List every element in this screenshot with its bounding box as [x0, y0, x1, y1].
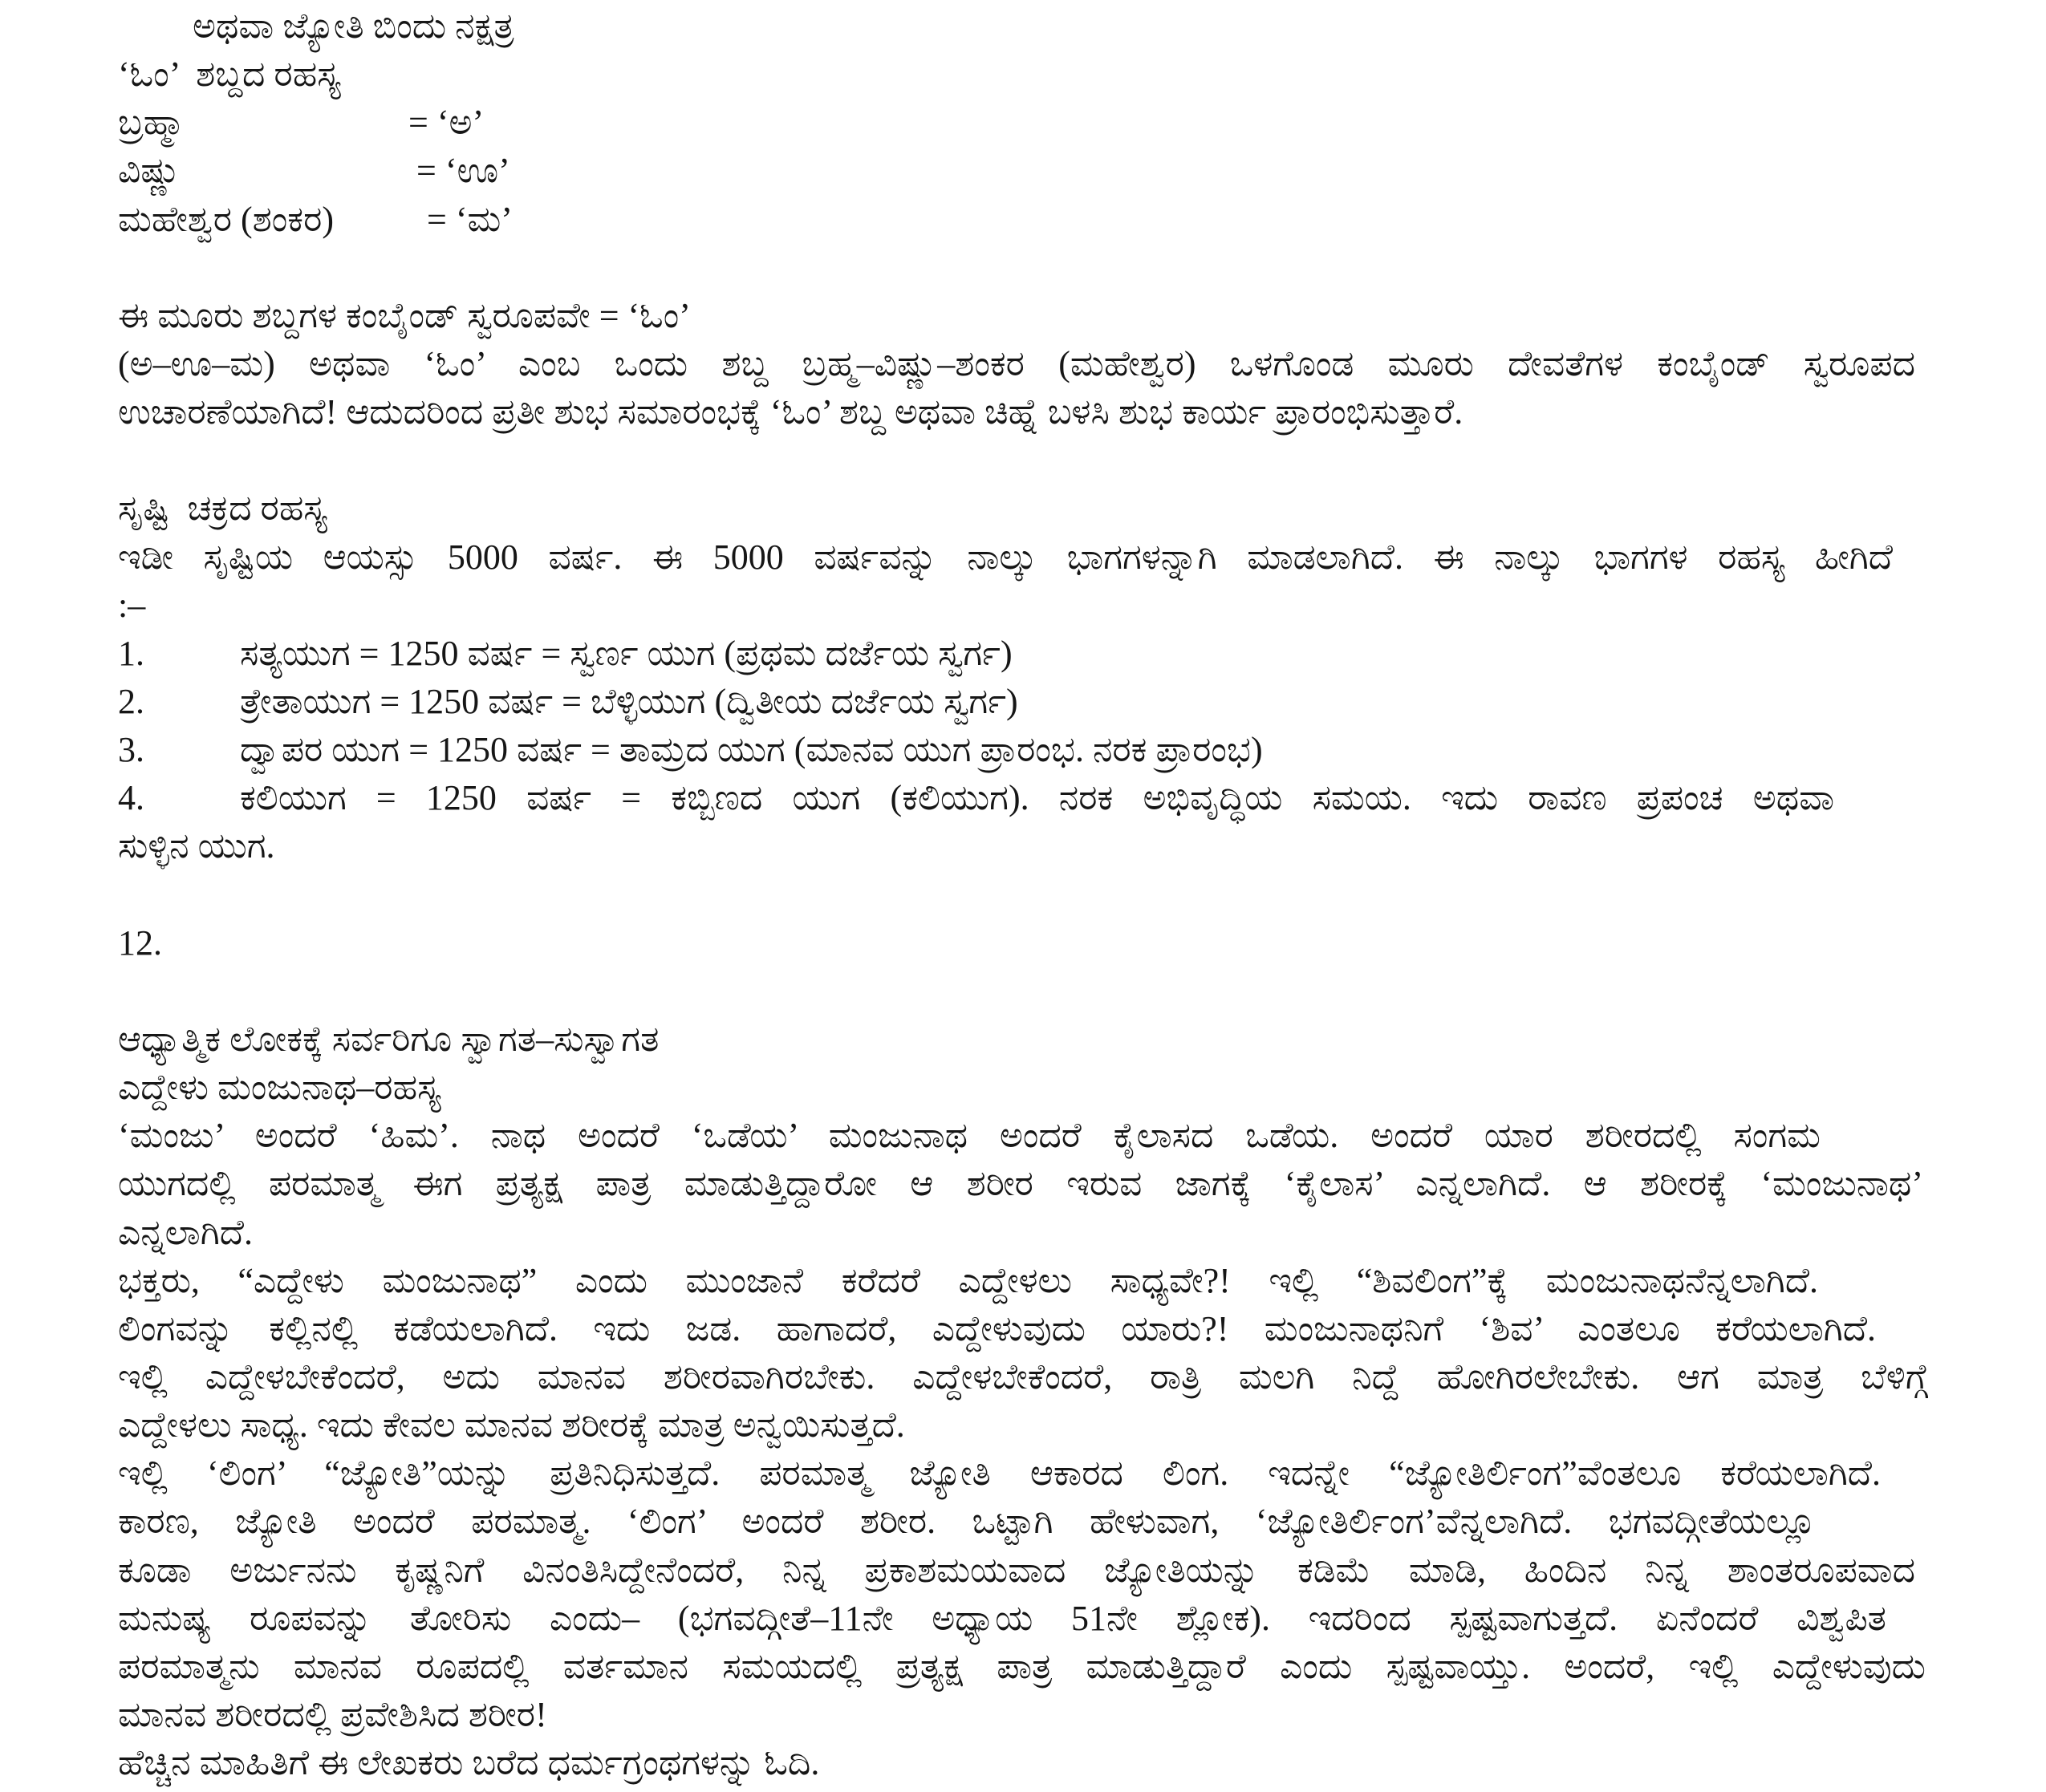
- equation-value: = ‘ಅ’: [408, 103, 485, 143]
- manjunatha-heading: ಎದ್ದೇಳು ಮಂಜುನಾಥ–ರಹಸ್ಯ: [118, 1068, 441, 1108]
- welcome-heading: ಆಧ್ಯಾತ್ಮಿಕ ಲೋಕಕ್ಕೆ ಸರ್ವರಿಗೂ ಸ್ವಾಗತ–ಸುಸ್ವಾಗತ: [118, 1019, 660, 1059]
- list-item: [118, 774, 1928, 822]
- paragraph-line: ಮಾನವ ಶರೀರದಲ್ಲಿ ಪ್ರವೇಶಿಸಿದ ಶರೀರ!: [118, 1694, 547, 1734]
- blank-line: [118, 967, 1928, 1016]
- paragraph-line: ಎದ್ದೇಳಲು ಸಾಧ್ಯ. ಇದು ಕೇವಲ ಮಾನವ ಶರೀರಕ್ಕೆ ಮಾತ್ರ ಅನ್ವಯಿಸುತ್ತದೆ.: [118, 1405, 905, 1445]
- list-item: [118, 678, 1928, 726]
- equation-row-vishnu: [118, 147, 1928, 195]
- paragraph-line: ಮನುಷ್ಯ ರೂಪವನ್ನು ತೋರಿಸು ಎಂದು– (ಭಗವದ್ಗೀತೆ–11ನೇ ಅಧ್ಯಾಯ 51ನೇ ಶ್ಲೋಕ). ಇದರಿಂದ ಸ್ಪಷ್ಟವಾಗುತ್ತದೆ. ಏನೆಂದರೆ ವಿಶ್ವಪಿತ: [118, 1598, 1886, 1638]
- list-item-text: ದ್ವಾಪರ ಯುಗ = 1250 ವರ್ಷ = ತಾಮ್ರದ ಯುಗ (ಮಾನವ ಯುಗ ಪ್ರಾರಂಭ. ನರಕ ಪ್ರಾರಂಭ): [240, 730, 1263, 770]
- blank-line: [118, 871, 1928, 919]
- paragraph-line: ಭಕ್ತರು, “ಎದ್ದೇಳು ಮಂಜುನಾಥ” ಎಂದು ಮುಂಜಾನೆ ಕರೆದರೆ ಎದ್ದೇಳಲು ಸಾಧ್ಯವೇ?! ಇಲ್ಲಿ “ಶಿವಲಿಂಗ”ಕ್ಕೆ ಮಂಜುನಾಥನೆನ್ನಲಾಗಿದೆ.: [118, 1260, 1818, 1300]
- list-item-continuation: ಸುಳ್ಳಿನ ಯುಗ.: [118, 826, 275, 866]
- om-paragraph-line: ಉಚಾರಣೆಯಾಗಿದೆ! ಆದುದರಿಂದ ಪ್ರತೀ ಶುಭ ಸಮಾರಂಭಕ್ಕೆ ‘ಓಂ’ ಶಬ್ದ ಅಥವಾ ಚಿಹ್ನೆ ಬಳಸಿ ಶುಭ ಕಾರ್ಯ ಪ್ರಾರಂಭಿಸುತ್ತಾರೆ.: [118, 392, 1463, 432]
- creation-cycle-section: [118, 484, 2046, 870]
- list-number: 1.: [118, 633, 144, 673]
- equation-value: = ‘ಮ’: [427, 199, 513, 239]
- paragraph-line: ಕಾರಣ, ಜ್ಯೋತಿ ಅಂದರೆ ಪರಮಾತ್ಮ. ‘ಲಿಂಗ’ ಅಂದರೆ ಶರೀರ. ಒಟ್ಟಾಗಿ ಹೇಳುವಾಗ, ‘ಜ್ಯೋತಿರ್ಲಿಂಗ’ವೆನ್ನಲಾಗಿದೆ. ಭಗವದ್ಗೀತೆಯಲ್ಲೂ: [118, 1502, 1816, 1542]
- deity-name: ಮಹೇಶ್ವರ (ಶಂಕರ): [118, 199, 335, 239]
- paragraph-line: ಪರಮಾತ್ಮನು ಮಾನವ ರೂಪದಲ್ಲಿ ವರ್ತಮಾನ ಸಮಯದಲ್ಲಿ ಪ್ರತ್ಯಕ್ಷ ಪಾತ್ರ ಮಾಡುತ್ತಿದ್ದಾರೆ ಎಂದು ಸ್ಪಷ್ಟವಾಯ್ತು. ಅಂದರೆ, ಇಲ್ಲಿ ಎದ್ದೇಳುವುದು: [118, 1646, 1926, 1686]
- om-subtitle: ಅಥವಾ ಜ್ಯೋತಿ ಬಿಂದು ನಕ್ಷತ್ರ: [193, 6, 514, 46]
- paragraph-line: ‘ಮಂಜು’ ಅಂದರೆ ‘ಹಿಮ’. ನಾಥ ಅಂದರೆ ‘ಒಡೆಯ’ ಮಂಜುನಾಥ ಅಂದರೆ ಕೈಲಾಸದ ಒಡೆಯ. ಅಂದರೆ ಯಾರ ಶರೀರದಲ್ಲಿ ಸಂಗಮ: [118, 1116, 1821, 1156]
- om-summary: ಈ ಮೂರು ಶಬ್ದಗಳ ಕಂಬೈಂಡ್ ಸ್ವರೂಪವೇ = ‘ಓಂ’: [118, 295, 691, 335]
- creation-intro-line: ಇಡೀ ಸೃಷ್ಟಿಯ ಆಯಸ್ಸು 5000 ವರ್ಷ. ಈ 5000 ವರ್ಷವನ್ನು ನಾಲ್ಕು ಭಾಗಗಳನ್ನಾಗಿ ಮಾಡಲಾಗಿದೆ. ಈ ನಾಲ್ಕು ಭಾಗಗಳ ರಹಸ್ಯ ಹೀಗಿದೆ: [118, 537, 1893, 577]
- om-heading: ‘ಓಂ’ ಶಬ್ದದ ರಹಸ್ಯ: [118, 55, 341, 95]
- equation-value: = ‘ಊ’: [416, 151, 510, 191]
- section-number: 12.: [118, 922, 162, 963]
- list-item-text: ತ್ರೇತಾಯುಗ = 1250 ವರ್ಷ = ಬೆಳ್ಳಿಯುಗ (ದ್ವಿತೀಯ ದರ್ಜೆಯ ಸ್ವರ್ಗ): [240, 681, 1018, 721]
- creation-heading: ಸೃಷ್ಟಿ ಚಕ್ರದ ರಹಸ್ಯ: [118, 489, 327, 529]
- deity-name: ಬ್ರಹ್ಮಾ: [118, 103, 185, 143]
- blank-line: [118, 244, 1928, 292]
- equation-row-maheshwara: [118, 196, 1928, 244]
- list-number: 2.: [118, 681, 144, 721]
- paragraph-line: ಇಲ್ಲಿ ‘ಲಿಂಗ’ “ಜ್ಯೋತಿ”ಯನ್ನು ಪ್ರತಿನಿಧಿಸುತ್ತದೆ. ಪರಮಾತ್ಮ ಜ್ಯೋತಿ ಆಕಾರದ ಲಿಂಗ. ಇದನ್ನೇ “ಜ್ಯೋತಿರ್ಲಿಂಗ”ವೆಂತಲೂ ಕರೆಯಲಾಗಿದೆ.: [118, 1453, 1881, 1494]
- equation-row-brahma: [118, 99, 1928, 147]
- list-item: [118, 726, 1928, 774]
- paragraph-line: ಕೂಡಾ ಅರ್ಜುನನು ಕೃಷ್ಣನಿಗೆ ವಿನಂತಿಸಿದ್ದೇನೆಂದರೆ, ನಿನ್ನ ಪ್ರಕಾಶಮಯವಾದ ಜ್ಯೋತಿಯನ್ನು ಕಡಿಮೆ ಮಾಡಿ, ಹಿಂದಿನ ನಿನ್ನ ಶಾಂತರೂಪವಾದ: [118, 1550, 1915, 1590]
- list-item: [118, 630, 1928, 678]
- paragraph-line: ಯುಗದಲ್ಲಿ ಪರಮಾತ್ಮ ಈಗ ಪ್ರತ್ಯಕ್ಷ ಪಾತ್ರ ಮಾಡುತ್ತಿದ್ದಾರೋ ಆ ಶರೀರ ಇರುವ ಜಾಗಕ್ಕೆ ‘ಕೈಲಾಸ’ ಎನ್ನಲಾಗಿದೆ. ಆ ಶರೀರಕ್ಕೆ ‘ಮಂಜುನಾಥ’: [118, 1164, 1923, 1204]
- deity-name: ವಿಷ್ಣು: [118, 151, 181, 191]
- om-section: [118, 2, 2046, 436]
- blank-line: [118, 436, 1928, 484]
- list-item-text: ಸತ್ಯಯುಗ = 1250 ವರ್ಷ = ಸ್ವರ್ಣ ಯುಗ (ಪ್ರಥಮ ದರ್ಜೆಯ ಸ್ವರ್ಗ): [240, 633, 1013, 673]
- list-number: 4.: [118, 778, 144, 818]
- list-item-text: ಕಲಿಯುಗ = 1250 ವರ್ಷ = ಕಬ್ಬಿಣದ ಯುಗ (ಕಲಿಯುಗ). ನರಕ ಅಭಿವೃದ್ಧಿಯ ಸಮಯ. ಇದು ರಾವಣ ಪ್ರಪಂಚ ಅಥವಾ: [240, 778, 1834, 818]
- manjunatha-section: [118, 1016, 2046, 1787]
- paragraph-line: ಲಿಂಗವನ್ನು ಕಲ್ಲಿನಲ್ಲಿ ಕಡೆಯಲಾಗಿದೆ. ಇದು ಜಡ. ಹಾಗಾದರೆ, ಎದ್ದೇಳುವುದು ಯಾರು?! ಮಂಜುನಾಥನಿಗೆ ‘ಶಿವ’ ಎಂತಲೂ ಕರೆಯಲಾಗಿದೆ.: [118, 1308, 1876, 1348]
- om-paragraph-line: (ಅ–ಊ–ಮ) ಅಥವಾ ‘ಓಂ’ ಎಂಬ ಒಂದು ಶಬ್ದ ಬ್ರಹ್ಮ–ವಿಷ್ಣು–ಶಂಕರ (ಮಹೇಶ್ವರ) ಒಳಗೊಂಡ ಮೂರು ದೇವತೆಗಳ ಕಂಬೈಂಡ್ ಸ್ವರೂಪದ: [118, 343, 1915, 383]
- list-number: 3.: [118, 730, 144, 770]
- paragraph-line: ಇಲ್ಲಿ ಎದ್ದೇಳಬೇಕೆಂದರೆ, ಅದು ಮಾನವ ಶರೀರವಾಗಿರಬೇಕು. ಎದ್ದೇಳಬೇಕೆಂದರೆ, ರಾತ್ರಿ ಮಲಗಿ ನಿದ್ದೆ ಹೋಗಿರಲೇಬೇಕು. ಆಗ ಮಾತ್ರ ಬೆಳಿಗ್ಗೆ: [118, 1356, 1928, 1397]
- creation-intro-line: :–: [118, 585, 146, 625]
- closing-line: ಹೆಚ್ಚಿನ ಮಾಹಿತಿಗೆ ಈ ಲೇಖಕರು ಬರೆದ ಧರ್ಮಗ್ರಂಥಗಳನ್ನು ಓದಿ.: [118, 1743, 820, 1783]
- paragraph-line: ಎನ್ನಲಾಗಿದೆ.: [118, 1212, 253, 1252]
